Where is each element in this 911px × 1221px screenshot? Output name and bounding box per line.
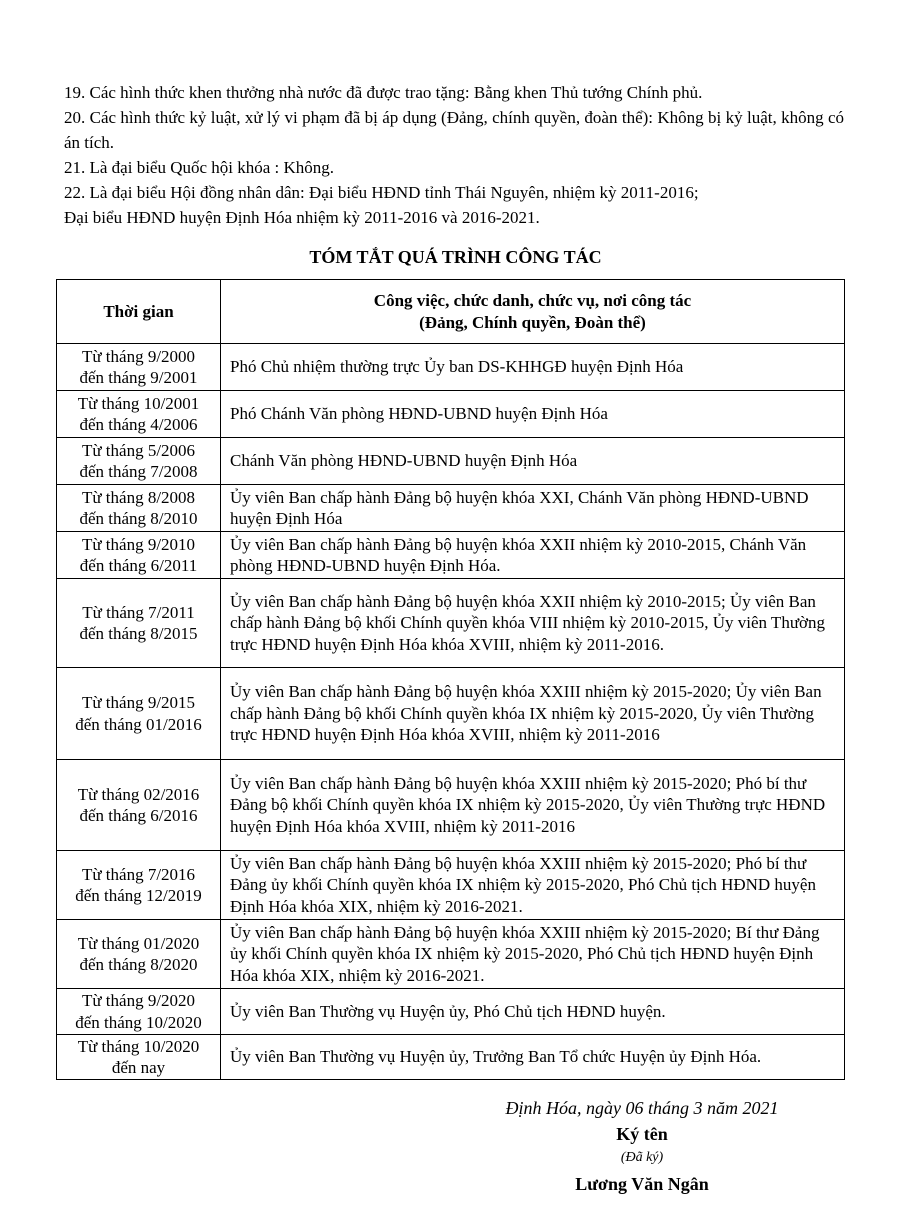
table-row: [57, 532, 845, 579]
time-from: Từ tháng 02/2016: [77, 784, 200, 804]
time-to: đến tháng 9/2001: [79, 368, 198, 387]
time-to: đến tháng 8/2015: [79, 624, 198, 643]
work-history-table: [56, 279, 845, 1080]
table-header-row: [57, 280, 845, 344]
table-row: [57, 391, 845, 438]
description-cell: Ủy viên Ban chấp hành Đảng bộ huyện khóa XXIII nhiệm kỳ 2015-2020; Phó bí thư Đảng bộ khối Chính quyền khóa IX nhiệm kỳ 2015-2020, Ủy viên Thường trực HĐND huyện Định Hóa khóa XVIII, nhiệm kỳ 2011-2016: [221, 760, 845, 851]
time-to: đến tháng 8/2010: [79, 509, 198, 528]
paragraph-item-19: 19. Các hình thức khen thưởng nhà nước đã được trao tặng: Bằng khen Thủ tướng Chính phủ.: [64, 83, 703, 102]
time-cell: [57, 668, 221, 760]
time-from: Từ tháng 9/2010: [81, 534, 196, 554]
description-cell: Ủy viên Ban chấp hành Đảng bộ huyện khóa XXIII nhiệm kỳ 2015-2020; Phó bí thư Đảng ủy khối Chính quyền khóa IX nhiệm kỳ 2015-2020, Phó Chủ tịch HĐND huyện Định Hóa khóa XIX, nhiệm kỳ 2016-2021.: [221, 851, 845, 920]
header-description-line1: Công việc, chức danh, chức vụ, nơi công tác: [373, 291, 692, 310]
header-time: Thời gian: [57, 280, 221, 344]
time-cell: [57, 989, 221, 1035]
paragraph-item-22: 22. Là đại biểu Hội đồng nhân dân: Đại biểu HĐND tỉnh Thái Nguyên, nhiệm kỳ 2011-2016;: [64, 183, 699, 202]
time-cell: [57, 851, 221, 920]
description-cell: Ủy viên Ban chấp hành Đảng bộ huyện khóa XXI, Chánh Văn phòng HĐND-UBND huyện Định Hóa: [221, 485, 845, 532]
time-cell: [57, 532, 221, 579]
description-cell: Ủy viên Ban Thường vụ Huyện ủy, Trưởng Ban Tổ chức Huyện ủy Định Hóa.: [221, 1035, 845, 1080]
time-cell: [57, 391, 221, 438]
description-cell: Ủy viên Ban chấp hành Đảng bộ huyện khóa XXIII nhiệm kỳ 2015-2020; Ủy viên Ban chấp hành Đảng bộ khối Chính quyền khóa IX nhiệm kỳ 2015-2020, Ủy viên Thường trực HĐND huyện Định Hóa khóa XVIII, nhiệm kỳ 2011-2016: [221, 668, 845, 760]
signature-place-date: Định Hóa, ngày 06 tháng 3 năm 2021: [505, 1098, 779, 1118]
time-cell: [57, 344, 221, 391]
table-row: [57, 851, 845, 920]
time-from: Từ tháng 7/2011: [82, 602, 195, 622]
table-row: [57, 760, 845, 851]
time-from: Từ tháng 5/2006: [81, 440, 196, 460]
description-cell: Ủy viên Ban Thường vụ Huyện ủy, Phó Chủ tịch HĐND huyện.: [221, 989, 845, 1035]
signer-name: Lương Văn Ngân: [575, 1174, 709, 1194]
time-to: đến tháng 10/2020: [75, 1012, 202, 1032]
time-cell: [57, 485, 221, 532]
time-to: đến tháng 6/2011: [79, 556, 198, 575]
time-to: đến tháng 7/2008: [79, 462, 198, 481]
table-row: [57, 989, 845, 1035]
description-cell: Ủy viên Ban chấp hành Đảng bộ huyện khóa XXII nhiệm kỳ 2010-2015; Ủy viên Ban chấp hành Đảng bộ khối Chính quyền khóa VIII nhiệm kỳ 2010-2015, Ủy viên Thường trực HĐND huyện Định Hóa khóa XVIII, nhiệm kỳ 2011-2016.: [221, 579, 845, 668]
time-to: đến tháng 4/2006: [79, 415, 198, 434]
time-cell: [57, 1035, 221, 1080]
time-cell: [57, 579, 221, 668]
time-to: đến nay: [111, 1058, 166, 1077]
table-row: [57, 1035, 845, 1080]
time-to: đến tháng 8/2020: [79, 955, 198, 974]
description-cell: Phó Chủ nhiệm thường trực Ủy ban DS-KHHGĐ huyện Định Hóa: [221, 344, 845, 391]
time-from: Từ tháng 10/2020: [77, 1036, 200, 1056]
time-from: Từ tháng 9/2015: [81, 693, 196, 712]
description-cell: Phó Chánh Văn phòng HĐND-UBND huyện Định Hóa: [221, 391, 845, 438]
header-description: [221, 280, 845, 344]
time-from: Từ tháng 10/2001: [77, 393, 200, 413]
paragraph-item-21: 21. Là đại biểu Quốc hội khóa : Không.: [64, 158, 335, 177]
description-cell: Ủy viên Ban chấp hành Đảng bộ huyện khóa XXIII nhiệm kỳ 2015-2020; Bí thư Đảng ủy khối Chính quyền khóa IX nhiệm kỳ 2015-2020, Phó Chủ tịch HĐND huyện Định Hóa khóa XIX, nhiệm kỳ 2016-2021.: [221, 920, 845, 989]
header-description-line2: (Đảng, Chính quyền, Đoàn thể): [419, 312, 646, 332]
time-to: đến tháng 01/2016: [75, 714, 202, 734]
signature-note: (Đã ký): [620, 1150, 664, 1165]
description-cell: Ủy viên Ban chấp hành Đảng bộ huyện khóa XXII nhiệm kỳ 2010-2015, Chánh Văn phòng HĐND-UBND huyện Định Hóa.: [221, 532, 845, 579]
time-from: Từ tháng 8/2008: [81, 487, 196, 507]
signature-title: Ký tên: [616, 1124, 668, 1144]
section-title: TÓM TẮT QUÁ TRÌNH CÔNG TÁC: [309, 247, 602, 267]
paragraph-item-22-continued: Đại biểu HĐND huyện Định Hóa nhiệm kỳ 2011-2016 và 2016-2021.: [64, 208, 540, 227]
time-to: đến tháng 12/2019: [75, 886, 202, 905]
time-from: Từ tháng 9/2020: [81, 991, 196, 1010]
table-row: [57, 920, 845, 989]
table-row: [57, 485, 845, 532]
paragraph-item-20: 20. Các hình thức kỷ luật, xử lý vi phạm đã bị áp dụng (Đảng, chính quyền, đoàn thể): Không bị kỷ luật, không có án tích.: [64, 108, 844, 152]
table-row: [57, 344, 845, 391]
time-to: đến tháng 6/2016: [79, 806, 198, 825]
time-cell: [57, 920, 221, 989]
time-from: Từ tháng 7/2016: [81, 864, 196, 884]
table-row: [57, 579, 845, 668]
description-cell: Chánh Văn phòng HĐND-UBND huyện Định Hóa: [221, 438, 845, 485]
time-from: Từ tháng 9/2000: [81, 346, 196, 366]
time-cell: [57, 438, 221, 485]
time-from: Từ tháng 01/2020: [77, 933, 200, 953]
time-cell: [57, 760, 221, 851]
table-row: [57, 668, 845, 760]
table-row: [57, 438, 845, 485]
